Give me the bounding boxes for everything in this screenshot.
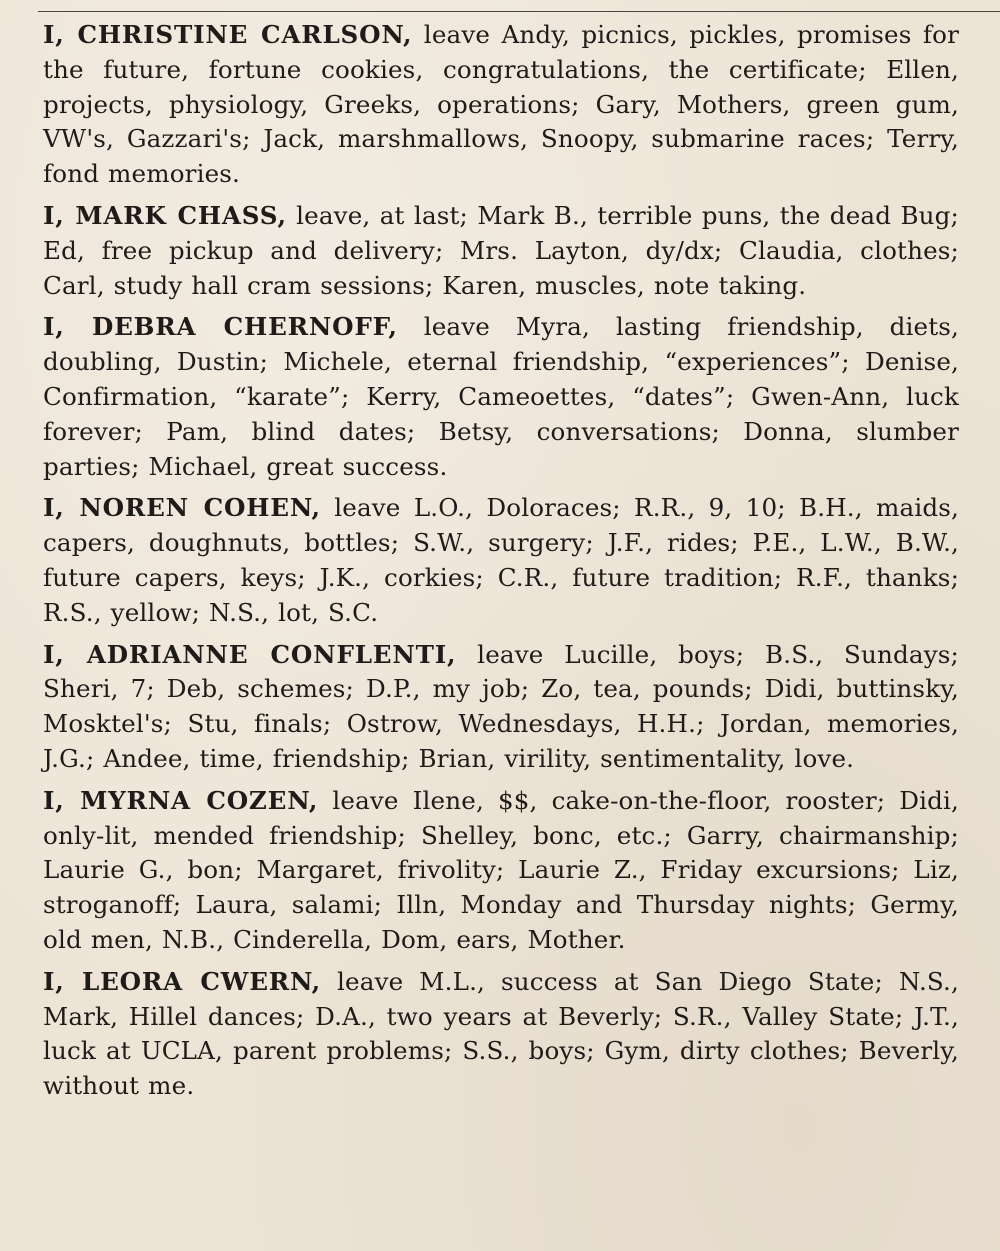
entry-name: I, NOREN COHEN, [43, 493, 321, 523]
entry-text: leave, at last; Mark B., terrible puns, the dead Bug; Ed, free pickup and delivery; Mrs. Layton, dy/dx; Claudia, clothes; Carl, study hall cram sessions; Karen, muscles, note taking. [43, 200, 959, 300]
entry-text: leave M.L., success at San Diego State; N.S., Mark, Hillel dances; D.A., two years at Beverly; S.R., Valley State; J.T., luck at UCLA, parent problems; S.S., boys; Gym, dirty clothes; Beverly, without me. [43, 966, 959, 1101]
top-rule-divider [38, 11, 1000, 12]
will-entry-cozen [43, 784, 959, 958]
will-entry-cwern [43, 965, 959, 1104]
entry-text: leave Andy, picnics, pickles, promises for the future, fortune cookies, congratulations, the certificate; Ellen, projects, physiology, Greeks, operations; Gary, Mothers, green gum, VW's, Gazzari's; Jack, marshmallows, Snoopy, submarine races; Terry, fond memories. [43, 20, 960, 189]
entry-text: leave L.O., Doloraces; R.R., 9, 10; B.H., maids, capers, doughnuts, bottles; S.W., surgery; J.F., rides; P.E., L.W., B.W., future capers, keys; J.K., corkies; C.R., future tradition; R.F., thanks; R.S., yellow; N.S., lot, S.C. [43, 493, 959, 627]
entry-name: I, ADRIANNE CONFLENTI, [43, 639, 457, 669]
entry-name: I, CHRISTINE CARLSON, [43, 20, 413, 49]
will-entry-carlson [43, 18, 959, 192]
entry-name: I, LEORA CWERN, [43, 966, 322, 996]
entry-text: leave Lucille, boys; B.S., Sundays; Sheri, 7; Deb, schemes; D.P., my job; Zo, tea, pounds; Didi, buttinsky, Mosktel's; Stu, finals; Ostrow, Wednesdays, H.H.; Jordan, memories, J.G.; Andee, time, friendship; Brian, virility, sentimentality, love. [43, 639, 959, 773]
entry-name: I, MARK CHASS, [43, 200, 287, 230]
will-entry-chass [43, 199, 959, 303]
entry-name: I, DEBRA CHERNOFF, [43, 312, 398, 342]
will-entry-cohen [43, 491, 959, 630]
entry-text: leave Ilene, $$, cake-on-the-floor, rooster; Didi, only-lit, mended friendship; Shelley, bonc, etc.; Garry, chairmanship; Laurie G., bon; Margaret, frivolity; Laurie Z., Friday excursions; Liz, stroganoff; Laura, salami; Illn, Monday and Thursday nights; Germy, old men, N.B., Cinderella, Dom, ears, Mother. [43, 785, 959, 954]
last-will-column [43, 18, 959, 1111]
will-entry-chernoff [43, 310, 959, 484]
entry-text: leave Myra, lasting friendship, diets, doubling, Dustin; Michele, eternal friendship, “experiences”; Denise, Confirmation, “karate”; Kerry, Cameoettes, “dates”; Gwen-Ann, luck forever; Pam, blind dates; Betsy, conversations; Donna, slumber parties; Michael, great success. [43, 312, 960, 481]
entry-name: I, MYRNA COZEN, [43, 785, 319, 815]
will-entry-conflenti [43, 638, 959, 777]
